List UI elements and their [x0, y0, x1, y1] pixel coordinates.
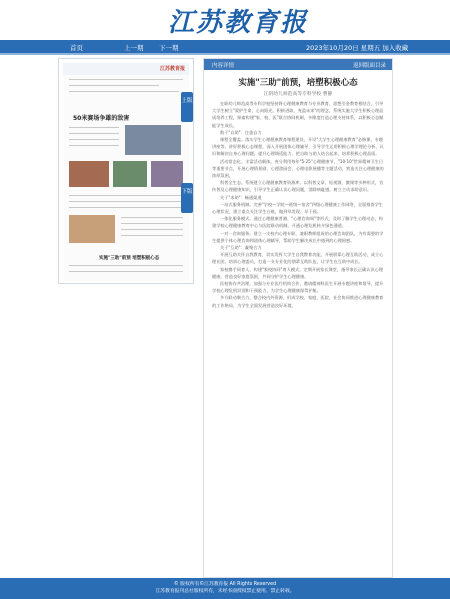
section-label: 内容详情 [212, 63, 235, 69]
nav-home-link[interactable]: 首页 [70, 44, 83, 52]
article-paragraph: 医校协作共治理，加强与专业医疗机构合作，邀请精神科医生开展专题讲座和督导，提升学校心理危机识别和干预能力，为学生心理健康保驾护航。 [212, 281, 384, 294]
nav-date-favorites[interactable]: 2023年10月20日 星期五 加入收藏 [306, 44, 409, 52]
article-paragraph: 科普全生态。系统建立心理健康教育资源库，以科普文章、短视频、微课等多种形式，宣传普及心理健康知识，引导学生正确认识心理问题，消除病耻感，树立主动求助意识。 [212, 180, 384, 193]
thumb-photo [69, 215, 115, 243]
nav-next-issue-link[interactable]: 下一期 [159, 44, 179, 52]
thumb-rule [69, 139, 119, 140]
thumb-rule [69, 85, 159, 86]
next-page-tab[interactable]: 下版 [181, 183, 193, 213]
newspaper-page-thumbnail[interactable] [63, 63, 189, 281]
thumb-photo [113, 161, 147, 187]
article-subheading: 关于"求助"：畅通渠道 [220, 194, 262, 200]
article-paragraph: 多方联动聚合力，整合校内外资源，形成学校、家庭、医院、社会协同推进心理健康教育的工作格局，为学生全面发展营造良好环境。 [212, 295, 384, 308]
article-paragraph: 一对一咨询服务。建立一支校内心理专职、兼职教师组成的心理咨询团队，为有需要的学生提供个体心理咨询和团体心理辅导，帮助学生解决成长中遇到的心理困惑。 [212, 230, 384, 243]
thumb-rule [121, 235, 183, 236]
article-paragraph: 一体化服务模式。通过心理健康普测、"心理咨询周"等形式，及时了解学生心理动态，构建学校心理健康教育中心与医院联动机制，开通心理危机转介绿色通道。 [212, 216, 383, 229]
thumb-rule [69, 145, 119, 146]
article-paragraph: 课程全覆盖。落实学生心理健康教育课程建设，开设"大学生心理健康教育"必修课、专题讲座等。讲好积极心态课程，深入开展团体心理辅导，引导学生运用积极心理学理论分析、认识和解决自身心理问题，提升心理调适能力，把自助与助人结合起来，培养积极心理品质。 [212, 137, 384, 157]
article-byline: 江阴幼儿师范高等专科学校 曹静 [263, 92, 333, 97]
nav-divider [0, 53, 450, 55]
thumb-header [63, 63, 189, 75]
article-paragraph: 开展互助关怀自我教育，切实发挥大学生自我教育功能，开展朋辈心理互助活动，成立心理社团，培训心理委员，打造一支专业化的朋辈互助队伍，让学生在互助中成长。 [212, 252, 384, 265]
thumb-rule [121, 217, 183, 218]
thumb-photo [69, 161, 109, 187]
thumb-rule [69, 127, 119, 128]
masthead [0, 0, 450, 40]
top-navbar [0, 40, 450, 53]
thumb-rule [69, 133, 119, 134]
article-body [212, 100, 386, 309]
article-subheading: 数于"自助"：注重自力 [220, 129, 262, 135]
article-paragraph: 家校携手同育人，构建"家校协同"育人模式，定期开展家长课堂，指导家长正确认识心理健康，营造良好家庭氛围，共同守护学生心理健康。 [212, 266, 383, 279]
article-panel [203, 58, 393, 578]
site-logo[interactable]: 江苏教育报 [168, 8, 309, 38]
article-subheading: 关于"互助"：凝聚合力 [220, 245, 262, 251]
back-to-index-link[interactable]: 返回版面目录 [352, 63, 386, 69]
footer-notice: 江苏教育报刊总社版权所有，未经书面授权禁止使用、禁止转载。 [155, 589, 295, 594]
thumb-sub-headline[interactable]: 实施"三助"前预 培塑积极心态 [99, 256, 160, 261]
thumb-photo [125, 125, 181, 155]
thumb-rule [69, 207, 183, 208]
thumb-rule [69, 79, 183, 80]
thumb-headline: 50米赛场争雄的敌害 [73, 115, 130, 122]
thumb-rule [69, 271, 183, 272]
site-footer [0, 578, 450, 599]
prev-page-tab[interactable]: 上版 [181, 92, 193, 122]
thumb-rule [69, 91, 179, 92]
article-title: 实施"三助"前预，培塑积极心态 [238, 78, 358, 88]
article-header-bar [204, 59, 392, 70]
nav-prev-issue-link[interactable]: 上一期 [124, 44, 144, 52]
thumb-rule [121, 223, 183, 224]
thumb-rule [69, 195, 183, 196]
thumb-photo [151, 161, 183, 187]
thumb-rule [69, 201, 183, 202]
article-paragraph: 一站式服务机制。完善"学校—学院—班级—宿舍"四级心理健康工作网络，全面排查学生心理状况，建立重点关注学生台账，做到早发现、早干预。 [212, 201, 383, 215]
article-paragraph: 活动常态化。丰富活动载体。充分利用每年"5·25"心理健康节、"10·10"世界精神卫生日等重要节点，开展心理情景剧、心理游园会、心理电影展播等主题活动，营造关注心理健康的浓厚氛围。 [212, 158, 384, 179]
thumb-rule [121, 229, 183, 230]
newspaper-page-panel [58, 58, 194, 284]
thumb-rule [69, 265, 183, 266]
thumb-brand: 江苏教育报 [159, 66, 185, 72]
article-paragraph: 在职幼儿师范高等专科学校坚持将心理健康教育与专业教育、思想引金教育相结合，引导大学生树立"爱护生命、心向阳光、积极进取、充盈未来"的理念，系统实施大学生积极心理品质培养工程，探索构建"家、校、医"联合协同机制，多维度打造心理支持体系，以积极心态赋能学生成长。 [212, 101, 384, 128]
footer-copyright: © 版权所有©江苏教育报 All Rights Reserved [173, 582, 277, 587]
